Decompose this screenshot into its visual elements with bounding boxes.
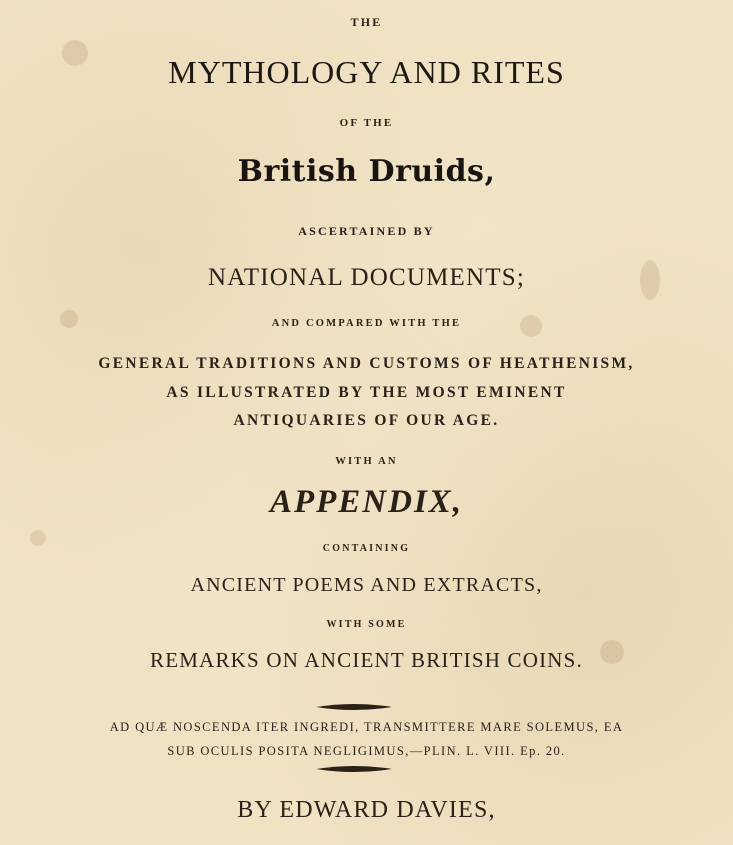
appendix-title: APPENDIX, (269, 484, 464, 520)
containing-line: CONTAINING (322, 543, 411, 554)
poems-line: ANCIENT POEMS AND EXTRACTS, (190, 574, 543, 596)
ornamental-rule (316, 764, 392, 774)
with-some-line: WITH SOME (326, 619, 407, 630)
traditions-line-1: GENERAL TRADITIONS AND CUSTOMS OF HEATHENISM, (98, 355, 635, 372)
coins-line: REMARKS ON ANCIENT BRITISH COINS. (149, 648, 583, 672)
the-heading: THE (350, 15, 383, 29)
latin-quote-line-2: SUB OCULIS POSITA NEGLIGIMUS,—PLIN. L. VIII. Ep. 20. (167, 744, 566, 758)
compared-line: AND COMPARED WITH THE (271, 318, 462, 329)
traditions-line-2: AS ILLUSTRATED BY THE MOST EMINENT (166, 384, 567, 401)
ascertained-line: ASCERTAINED BY (298, 224, 435, 238)
with-an-line: WITH AN (335, 456, 398, 467)
traditions-line-3: ANTIQUARIES OF OUR AGE. (233, 412, 500, 429)
of-the-line: OF THE (339, 117, 394, 129)
main-title: MYTHOLOGY AND RITES (168, 54, 565, 90)
ornamental-rule (316, 702, 392, 712)
latin-quote-line-1: AD QUÆ NOSCENDA ITER INGREDI, TRANSMITTERE MARE SOLEMUS, EA (109, 720, 624, 734)
druids-title: British Druids, (237, 154, 496, 189)
documents-line: NATIONAL DOCUMENTS; (207, 264, 525, 291)
author-line: BY EDWARD DAVIES, (237, 797, 496, 823)
